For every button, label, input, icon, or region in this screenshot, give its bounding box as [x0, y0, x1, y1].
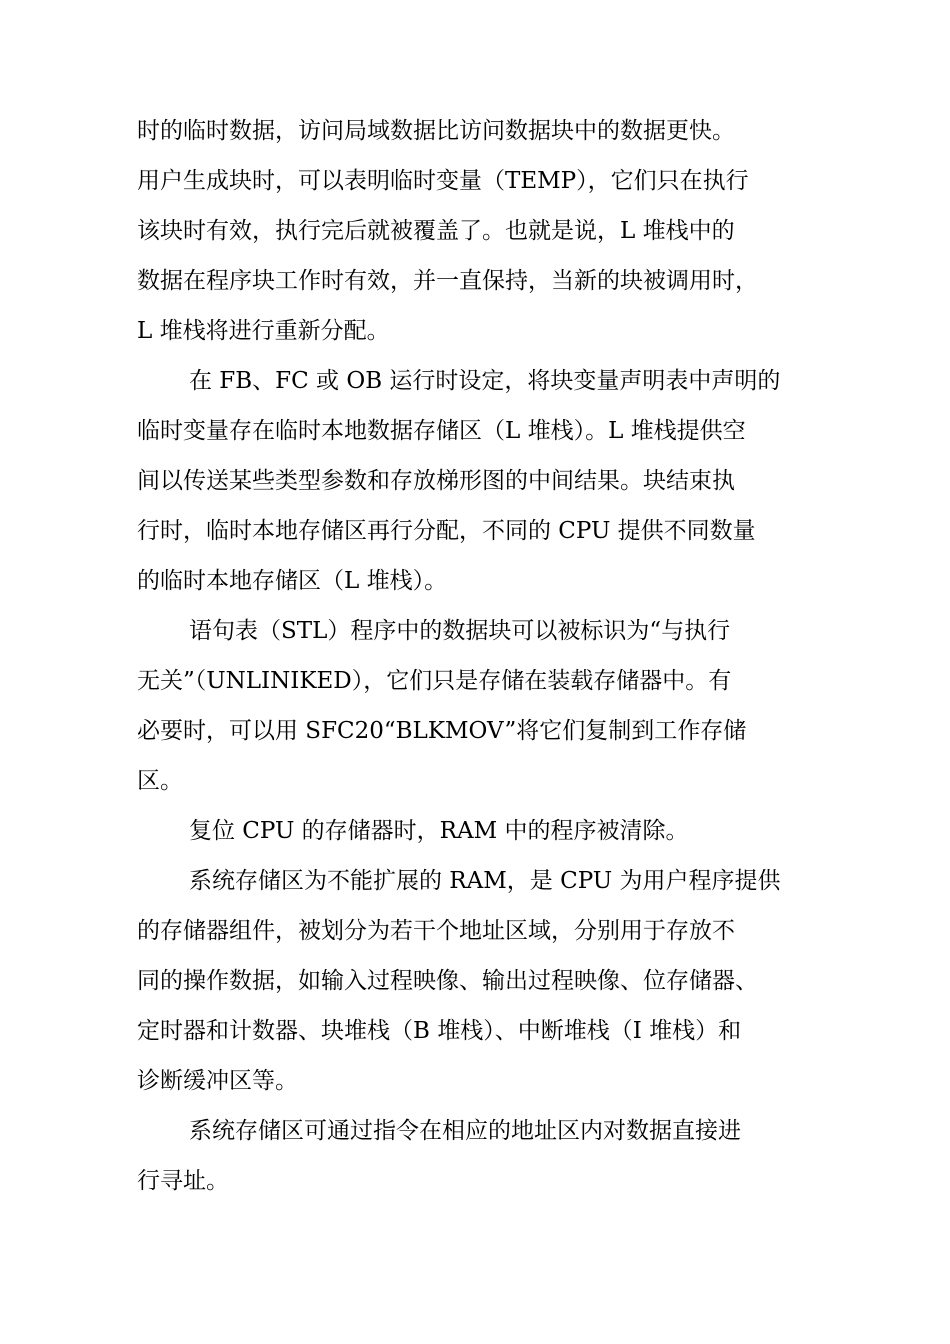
text-line: 在 FB、FC 或 OB 运行时设定，将块变量声明表中声明的 — [189, 368, 781, 394]
text-line: 该块时有效，执行完后就被覆盖了。也就是说，L 堆栈中的 — [137, 218, 735, 244]
text-line: 时的临时数据，访问局域数据比访问数据块中的数据更快。 — [137, 118, 735, 144]
text-line: 用户生成块时，可以表明临时变量（TEMP），它们只在执行 — [137, 168, 749, 194]
text-line: 行寻址。 — [137, 1168, 229, 1194]
text-line: 诊断缓冲区等。 — [137, 1068, 298, 1094]
text-line: 的存储器组件，被划分为若干个地址区域，分别用于存放不 — [137, 918, 735, 944]
text-line: 间以传送某些类型参数和存放梯形图的中间结果。块结束执 — [137, 468, 735, 494]
text-line: 无关”（UNLINIKED），它们只是存储在装载存储器中。有 — [137, 668, 732, 694]
text-line: 定时器和计数器、块堆栈（B 堆栈）、中断堆栈（I 堆栈）和 — [137, 1018, 742, 1044]
text-line: 数据在程序块工作时有效，并一直保持，当新的块被调用时， — [137, 268, 758, 294]
text-line: 行时，临时本地存储区再行分配，不同的 CPU 提供不同数量 — [137, 518, 756, 544]
text-line: L 堆栈将进行重新分配。 — [137, 318, 390, 344]
text-line: 语句表（STL）程序中的数据块可以被标识为“与执行 — [189, 618, 731, 644]
text-line: 系统存储区为不能扩展的 RAM，是 CPU 为用户程序提供 — [189, 868, 781, 894]
text-line: 系统存储区可通过指令在相应的地址区内对数据直接进 — [189, 1118, 741, 1144]
text-line: 的临时本地存储区（L 堆栈）。 — [137, 568, 448, 594]
text-line: 临时变量存在临时本地数据存储区（L 堆栈）。L 堆栈提供空 — [137, 418, 746, 444]
text-line: 同的操作数据，如输入过程映像、输出过程映像、位存储器、 — [137, 968, 758, 994]
text-line: 区。 — [137, 768, 183, 794]
text-line: 复位 CPU 的存储器时，RAM 中的程序被清除。 — [189, 818, 689, 844]
text-line: 必要时，可以用 SFC20“BLKMOV”将它们复制到工作存储 — [137, 718, 747, 744]
